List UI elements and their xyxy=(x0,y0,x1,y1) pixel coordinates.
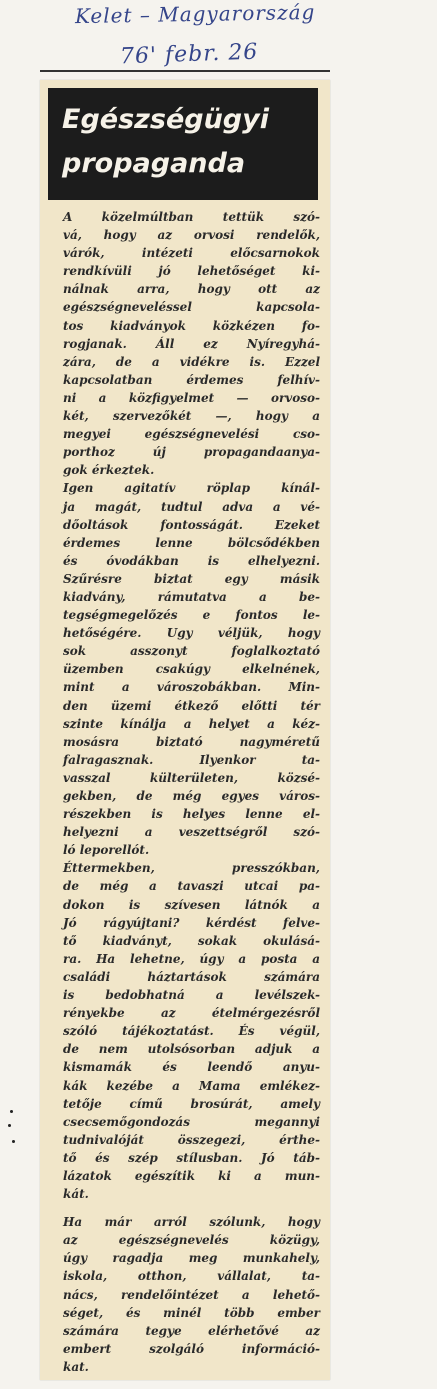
article-line: de még a tavaszi utcai pa- xyxy=(63,879,320,894)
article-line: Éttermekben, presszókban, xyxy=(63,861,320,876)
article-line: mint a városzobákban. Min- xyxy=(63,680,320,695)
article-paragraph xyxy=(63,859,320,1203)
article-line: nács, rendelőintézet a lehető- xyxy=(63,1287,320,1302)
article-line: Szűrésre biztat egy másik xyxy=(63,571,320,586)
article-line: ló leporellót. xyxy=(63,843,150,858)
article-line: az egészségnevelés közügy, xyxy=(63,1233,320,1248)
article-paragraph xyxy=(63,479,320,859)
article-line: is bedobhatná a levélszek- xyxy=(63,988,320,1003)
article-line: szóló tájékoztatást. És végül, xyxy=(63,1024,320,1039)
article-line: Ha már arról szólunk, hogy xyxy=(63,1215,320,1230)
article-paragraph xyxy=(63,1213,320,1376)
article-line: kát. xyxy=(63,1187,89,1202)
article-line: sok asszonyt foglalkoztató xyxy=(63,644,320,659)
article-line: iskola, otthon, vállalat, ta- xyxy=(63,1269,320,1284)
article-line: porthoz új propagandaanya- xyxy=(63,445,320,460)
article-line: dokon is szívesen látnók a xyxy=(63,897,320,912)
article-line: vasszal külterületen, közsé- xyxy=(63,770,320,785)
article-line: rogjanak. Áll ez Nyíregyhá- xyxy=(63,336,320,351)
scan-specks xyxy=(8,1110,18,1150)
handwritten-source: Kelet – Magyarország xyxy=(74,0,316,29)
article-line: dőoltások fontosságát. Ezeket xyxy=(63,517,320,532)
article-line: zára, de a vidékre is. Ezzel xyxy=(63,354,320,369)
article-line: gekben, de még egyes város- xyxy=(63,789,320,803)
article-line: falragasznak. Ilyenkor ta- xyxy=(63,752,320,767)
article-line: kák kezébe a Mama emlékez- xyxy=(63,1078,320,1093)
article-line: tos kiadványok közkézen fo- xyxy=(63,318,320,333)
article-line: ra. Ha lehetne, úgy a posta a xyxy=(63,951,320,966)
article-line: nálnak arra, hogy ott az xyxy=(63,282,320,297)
article-line: rendkívüli jó lehetőséget ki- xyxy=(63,264,320,279)
article-line: rényekbe az ételmérgezésről xyxy=(63,1006,320,1021)
article-line: részekben is helyes lenne el- xyxy=(63,807,320,822)
article-line: lázatok egészítik ki a mun- xyxy=(63,1168,320,1183)
article-line: Igen agitatív röplap kínál- xyxy=(63,481,320,496)
article-title: Egészségügyi propaganda xyxy=(62,104,269,179)
article-line: kismamák és leendő anyu- xyxy=(63,1060,320,1075)
article-line: ja magát, tudtul adva a vé- xyxy=(63,499,320,514)
article-line: tő kiadványt, sokak okulásá- xyxy=(63,933,320,948)
article-line: de nem utolsósorban adjuk a xyxy=(63,1042,320,1057)
handwritten-date: 76' febr. 26 xyxy=(119,39,259,70)
article-line: úgy ragadja meg munkahely, xyxy=(63,1251,320,1266)
article-line: érdemes lenne bölcsődékben xyxy=(63,535,320,550)
article-line: üzemben csakúgy elkelnének, xyxy=(63,662,320,677)
article-line: várók, intézeti előcsarnokok xyxy=(63,246,320,261)
header-rule xyxy=(40,70,330,72)
article-line: embert szolgáló információ- xyxy=(63,1341,320,1356)
article-paragraph xyxy=(63,208,320,479)
article-line: helyezni a veszettségről szó- xyxy=(63,825,320,840)
article-line: tő és szép stílusban. Jó táb- xyxy=(63,1150,320,1165)
article-line: vá, hogy az orvosi rendelők, xyxy=(63,228,320,243)
article-line: tetője című brosúrát, amely xyxy=(63,1096,320,1111)
article-line: A közelmúltban tettük szó- xyxy=(63,210,320,224)
article-line: tegségmegelőzés e fontos le- xyxy=(63,608,320,623)
article-line: egészségneveléssel kapcsola- xyxy=(63,300,320,315)
article-line: kiadvány, rámutatva a be- xyxy=(63,589,320,604)
article-line: den üzemi étkező előtti tér xyxy=(63,698,320,713)
article-line: séget, és minél több ember xyxy=(63,1305,320,1320)
article-line: gok érkeztek. xyxy=(63,463,155,478)
article-line: mosásra biztató nagyméretű xyxy=(63,734,320,749)
article-line: csecsemőgondozás megannyi xyxy=(63,1114,320,1129)
article-body xyxy=(63,208,320,1376)
article-line: két, szervezőkét —, hogy a xyxy=(63,409,320,424)
article-line: számára tegye elérhetővé az xyxy=(63,1323,320,1338)
article-line: megyei egészségnevelési cso- xyxy=(63,427,320,442)
article-line: hetőségére. Ugy véljük, hogy xyxy=(63,626,320,641)
article-line: Jó rágyújtani? kérdést felve- xyxy=(63,915,320,930)
article-line: kapcsolatban érdemes felhív- xyxy=(63,372,320,387)
article-line: szinte kínálja a helyet a kéz- xyxy=(63,716,320,731)
article-line: tudnivalóját összegezi, érthe- xyxy=(63,1132,320,1147)
article-line: ni a közfigyelmet — orvoso- xyxy=(63,390,320,405)
article-line: kat. xyxy=(63,1359,89,1374)
article-line: és óvodákban is elhelyezni. xyxy=(63,553,320,568)
article-line: családi háztartások számára xyxy=(63,969,320,984)
